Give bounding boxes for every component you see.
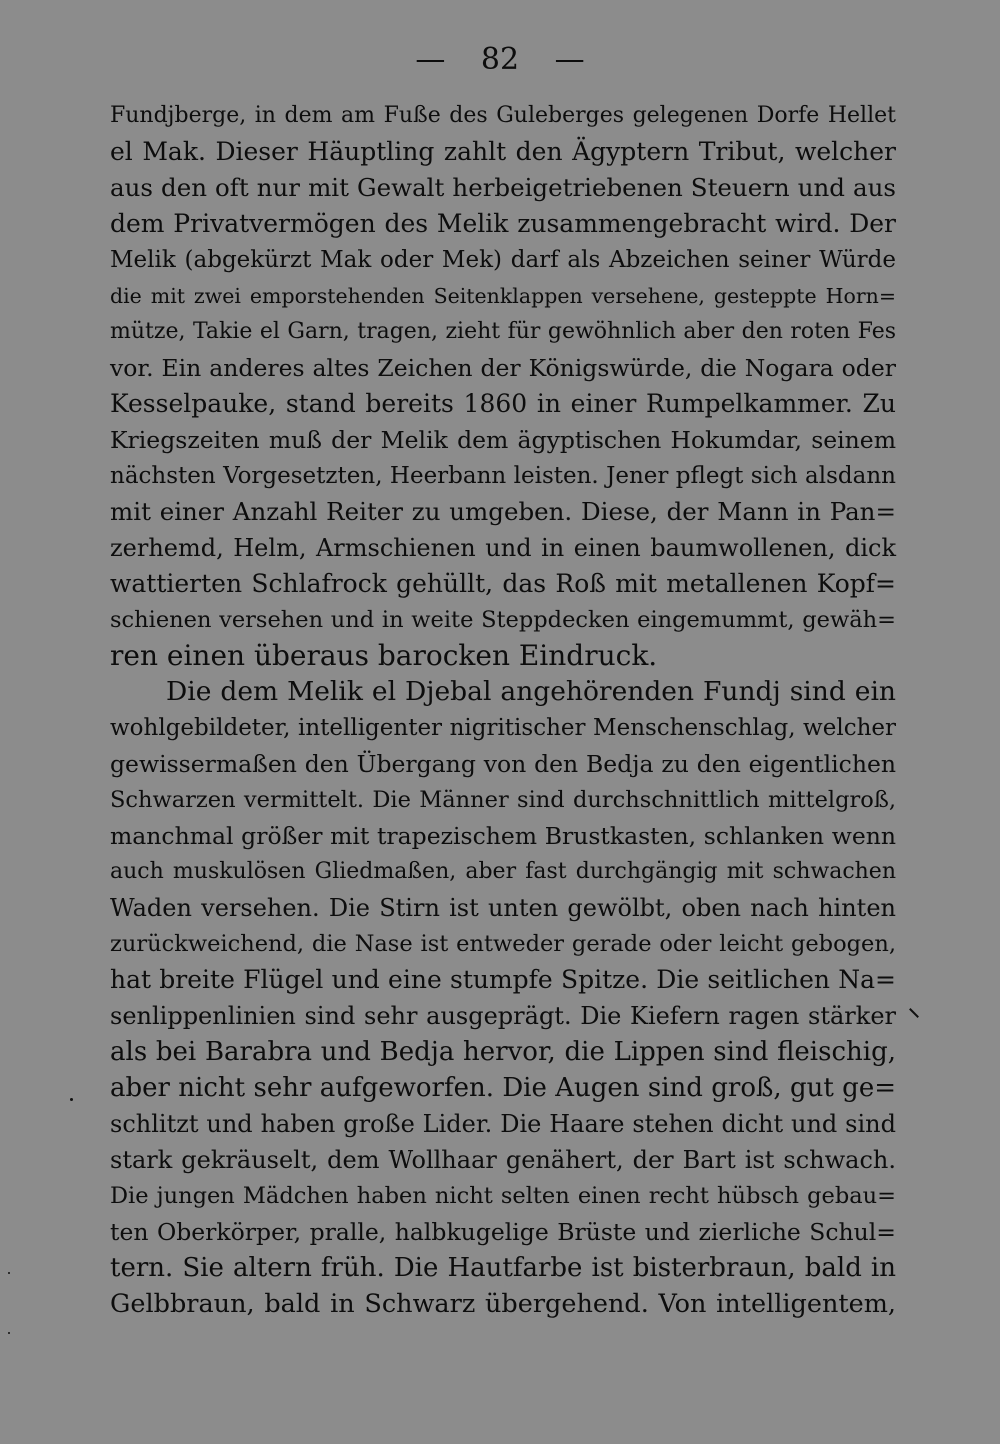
text-line-paragraph-end: ren einen überaus barocken Eindruck.: [110, 639, 658, 672]
page-number-header: [0, 40, 1000, 80]
text-line: zurückweichend, die Nase ist entweder gerade oder leicht gebogen,: [110, 931, 896, 957]
text-line: ten Oberkörper, pralle, halbkugelige Brüste und zierliche Schul=: [110, 1218, 896, 1246]
scan-speck: [8, 1272, 10, 1274]
text-line: gewissermaßen den Übergang von den Bedja zu den eigentlichen: [110, 750, 896, 778]
text-line: zerhemd, Helm, Armschienen und in einen baumwollenen, dick: [110, 534, 896, 562]
text-line: wattierten Schlafrock gehüllt, das Roß mit metallenen Kopf=: [110, 569, 896, 598]
text-line: Die jungen Mädchen haben nicht selten einen recht hübsch gebau=: [110, 1183, 896, 1209]
page-number: 82: [480, 42, 520, 77]
text-line: tern. Sie altern früh. Die Hautfarbe ist bisterbraun, bald in: [110, 1253, 896, 1283]
text-line: Melik (abgekürzt Mak oder Mek) darf als Abzeichen seiner Würde: [110, 247, 896, 273]
text-line: auch muskulösen Gliedmaßen, aber fast durchgängig mit schwachen: [110, 859, 896, 884]
text-line-paragraph-start: Die dem Melik el Djebal angehörenden Fundj sind ein: [166, 676, 896, 707]
text-line: mit einer Anzahl Reiter zu umgeben. Diese, der Mann in Pan=: [110, 497, 896, 526]
scan-speck: [70, 1098, 73, 1101]
scan-speck: [909, 1008, 919, 1018]
text-line: manchmal größer mit trapezischem Brustkasten, schlanken wenn: [110, 822, 896, 850]
text-line: dem Privatvermögen des Melik zusammengebracht wird. Der: [110, 209, 896, 238]
text-line: als bei Barabra und Bedja hervor, die Lippen sind fleischig,: [110, 1037, 896, 1067]
text-line: vor. Ein anderes altes Zeichen der Königswürde, die Nogara oder: [110, 354, 896, 382]
text-line: schienen versehen und in weite Steppdecken eingemummt, gewäh=: [110, 607, 896, 633]
text-line: el Mak. Dieser Häuptling zahlt den Ägyptern Tribut, welcher: [110, 137, 896, 166]
text-line: mütze, Takie el Garn, tragen, zieht für gewöhnlich aber den roten Fes: [110, 319, 896, 344]
text-line: aus den oft nur mit Gewalt herbeigetriebenen Steuern und aus: [110, 173, 896, 202]
text-line: die mit zwei emporstehenden Seitenklappen versehene, gesteppte Horn=: [110, 284, 896, 308]
text-line: Kesselpauke, stand bereits 1860 in einer Rumpelkammer. Zu: [110, 389, 896, 418]
text-line: Fundjberge, in dem am Fuße des Guleberges gelegenen Dorfe Hellet: [110, 103, 896, 128]
scan-speck: [8, 1332, 10, 1334]
text-line: hat breite Flügel und eine stumpfe Spitze. Die seitlichen Na=: [110, 965, 896, 994]
text-line: schlitzt und haben große Lider. Die Haare stehen dicht und sind: [110, 1110, 896, 1138]
text-line: Kriegszeiten muß der Melik dem ägyptischen Hokumdar, seinem: [110, 426, 896, 454]
page-number-dash-left: —: [415, 42, 446, 77]
text-line: aber nicht sehr aufgeworfen. Die Augen sind groß, gut ge=: [110, 1073, 896, 1103]
text-line: nächsten Vorgesetzten, Heerbann leisten. Jener pflegt sich alsdann: [110, 463, 896, 489]
text-line: wohlgebildeter, intelligenter nigritischer Menschenschlag, welcher: [110, 715, 896, 741]
body-text: [110, 98, 896, 1322]
text-line: Gelbbraun, bald in Schwarz übergehend. Von intelligentem,: [110, 1289, 896, 1319]
text-line: Schwarzen vermittelt. Die Männer sind durchschnittlich mittelgroß,: [110, 787, 896, 813]
page-number-dash-right: —: [554, 42, 585, 77]
text-line: Waden versehen. Die Stirn ist unten gewölbt, oben nach hinten: [110, 894, 896, 922]
text-line: stark gekräuselt, dem Wollhaar genähert, der Bart ist schwach.: [110, 1146, 896, 1174]
text-line: senlippenlinien sind sehr ausgeprägt. Die Kiefern ragen stärker: [110, 1002, 896, 1030]
